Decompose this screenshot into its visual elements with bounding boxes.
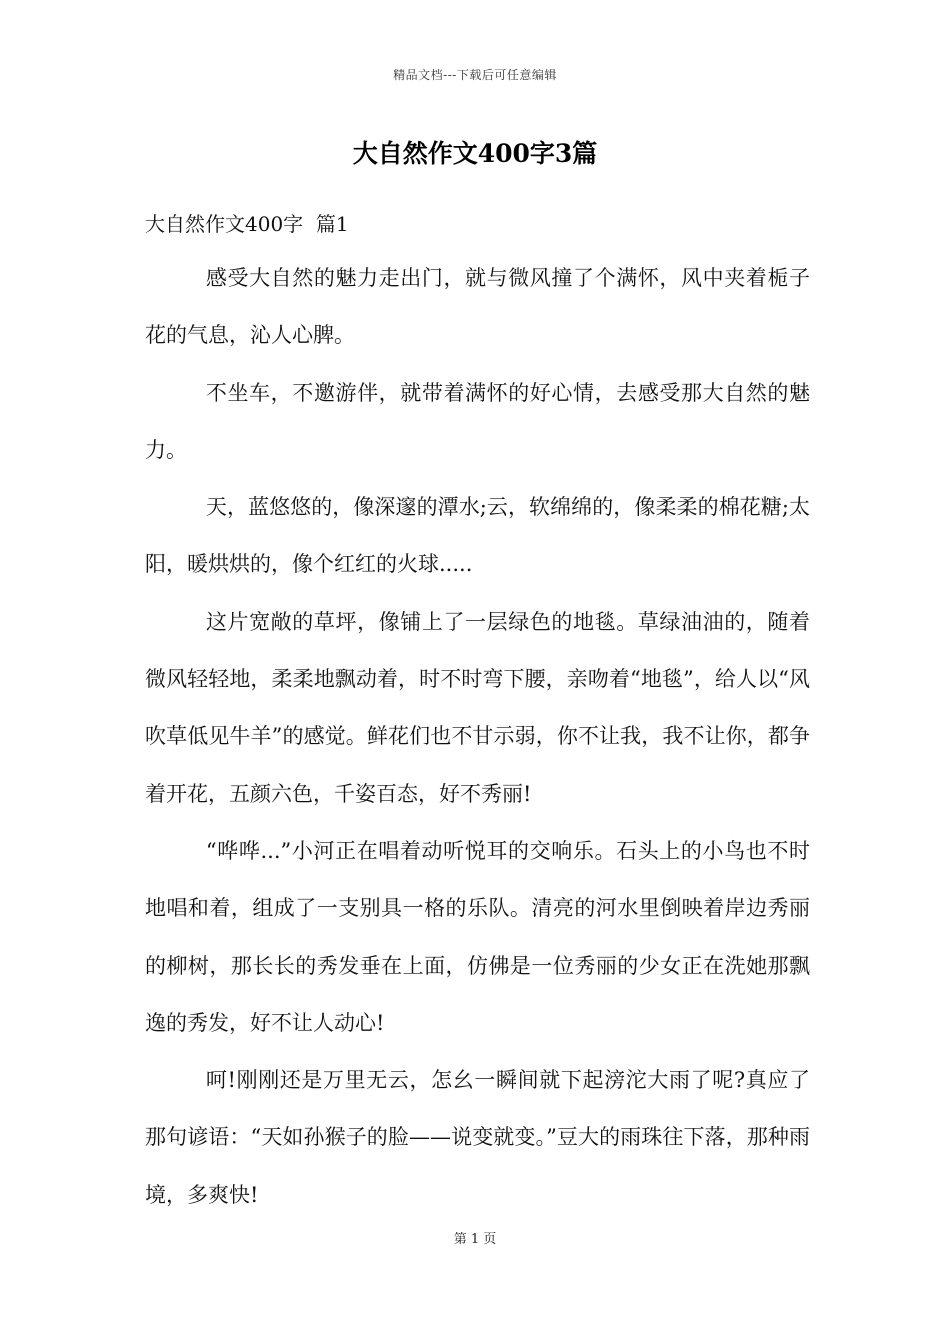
document-title: 大自然作文400字3篇 [352,139,598,168]
paragraph: 天，蓝悠悠的，像深邃的潭水;云，软绵绵的，像柔柔的棉花糖;太阳，暖烘烘的，像个红红的火球..... [145,495,810,577]
paragraph: 感受大自然的魅力走出门，就与微风撞了个满怀，风中夹着栀子花的气息，沁人心脾。 [145,266,810,348]
paragraph: 这片宽敞的草坪，像铺上了一层绿色的地毯。草绿油油的，随着微风轻轻地，柔柔地飘动着，时不时弯下腰，亲吻着“地毯”，给人以“风吹草低见牛羊”的感觉。鲜花们也不甘示弱，你不让我，我不让你，都争着开花，五颜六色，千姿百态，好不秀丽! [145,609,810,806]
header-note: 精品文档---下载后可任意编辑 [393,68,557,82]
paragraph: “哗哗...”小河正在唱着动听悦耳的交响乐。石头上的小鸟也不时地唱和着，组成了一支别具一格的乐队。清亮的河水里倒映着岸边秀丽的柳树，那长长的秀发垂在上面，仿佛是一位秀丽的少女正在洗她那飘逸的秀发，好不让人动心! [145,838,810,1035]
section-heading: 大自然作文400字 篇1 [145,212,349,236]
page-number-footer: 第 1 页 [453,1232,497,1247]
paragraph: 呵!刚刚还是万里无云，怎幺一瞬间就下起滂沱大雨了呢?真应了那句谚语：“天如孙猴子的脸——说变就变。”豆大的雨珠往下落，那种雨境，多爽快! [145,1068,810,1207]
body-text [145,250,810,1224]
paragraph: 不坐车，不邀游伴，就带着满怀的好心情，去感受那大自然的魅力。 [145,380,810,462]
